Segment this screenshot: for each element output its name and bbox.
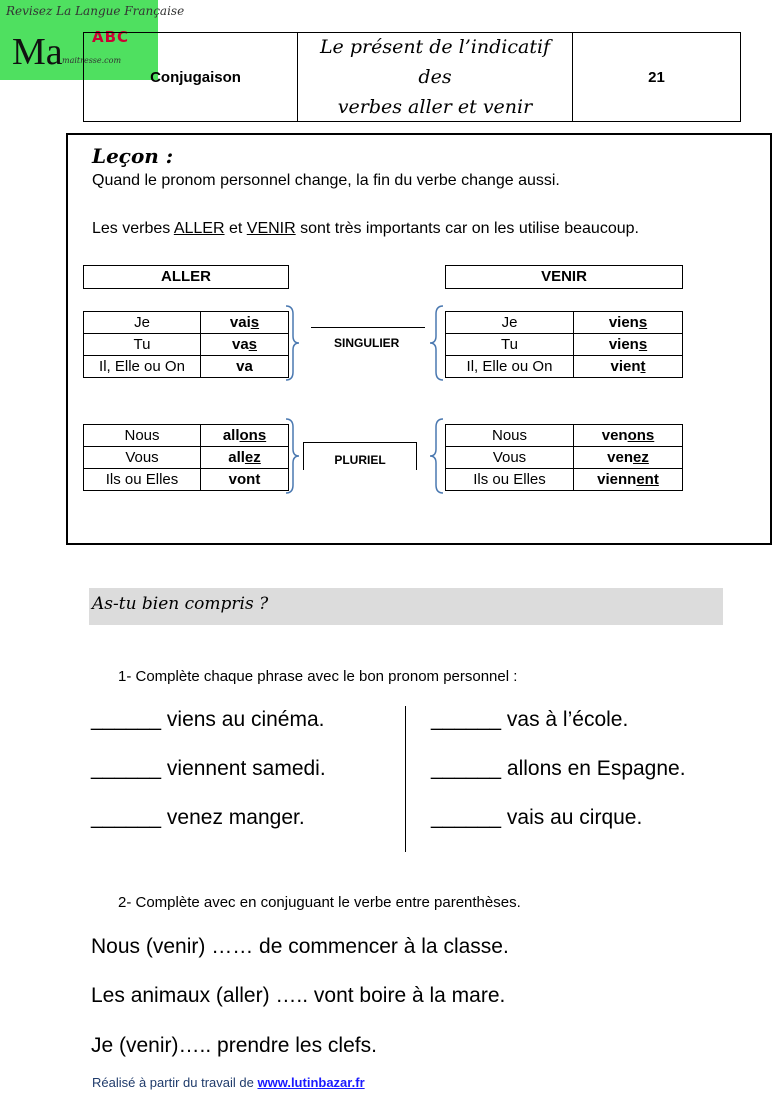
- aller-singulier-verb: [201, 356, 289, 378]
- logo-ma: Ma: [12, 31, 63, 73]
- ex1-left-2: ______ viennent samedi.: [91, 757, 326, 780]
- table-row: [446, 334, 683, 356]
- quiz-title: As-tu bien compris ?: [92, 594, 269, 614]
- verb-stem: vai: [229, 314, 251, 331]
- venir-pluriel-verb: [574, 469, 683, 491]
- verb-ending: ons: [239, 427, 267, 444]
- lesson-heading: Leçon :: [92, 144, 174, 168]
- singulier-line: [311, 327, 425, 328]
- verb-ending: s: [250, 314, 260, 331]
- venir-singulier-pronoun: Je: [446, 312, 574, 334]
- exercise1-instruction: 1- Complète chaque phrase avec le bon pronom personnel :: [118, 668, 518, 685]
- aller-singulier-verb: [201, 334, 289, 356]
- venir-singulier-pronoun: Il, Elle ou On: [446, 356, 574, 378]
- lesson-line1: Quand le pronom personnel change, la fin du verbe change aussi.: [92, 172, 560, 189]
- aller-singulier-pronoun: Il, Elle ou On: [84, 356, 201, 378]
- verb-stem: vont: [228, 471, 261, 488]
- header-table: [83, 32, 741, 122]
- ex2-sentence-2: Les animaux (aller) ….. vont boire à la mare.: [91, 984, 506, 1007]
- aller-pluriel-verb: [201, 447, 289, 469]
- venir-singulier-verb: [574, 312, 683, 334]
- venir-pluriel-verb: [574, 425, 683, 447]
- table-row: [446, 312, 683, 334]
- verb-stem: vien: [608, 314, 639, 331]
- ex2-sentence-1: Nous (venir) …… de commencer à la classe.: [91, 935, 509, 958]
- title-cell: [298, 33, 573, 121]
- brace-aller-singulier: [284, 304, 304, 382]
- verb-ending: s: [638, 314, 648, 331]
- aller-pluriel-verb: [201, 425, 289, 447]
- venir-title: VENIR: [445, 265, 683, 289]
- table-row: [84, 425, 289, 447]
- ex2-sentence-3: Je (venir)….. prendre les clefs.: [91, 1034, 377, 1057]
- table-row: [446, 425, 683, 447]
- venir-pluriel-table: [445, 424, 683, 491]
- table-row: [84, 356, 289, 378]
- aller-singulier-pronoun: Tu: [84, 334, 201, 356]
- verb-stem: ven: [601, 427, 628, 444]
- verb-stem: all: [222, 427, 240, 444]
- title-line2: verbes aller et venir: [337, 96, 533, 118]
- footer: [92, 1075, 365, 1090]
- ex1-left-1: ______ viens au cinéma.: [91, 708, 325, 731]
- verb-stem: vien: [608, 336, 639, 353]
- pluriel-box: [303, 442, 417, 470]
- ex1-right-2: ______ allons en Espagne.: [431, 757, 686, 780]
- venir-singulier-verb: [574, 356, 683, 378]
- subject-cell: Conjugaison: [84, 33, 298, 121]
- venir-pluriel-pronoun: Ils ou Elles: [446, 469, 574, 491]
- table-row: [84, 312, 289, 334]
- title-line1: Le présent de l’indicatif des: [319, 36, 551, 88]
- lesson-line2: [92, 220, 639, 238]
- line2-post: sont très importants car on les utilise beaucoup.: [295, 220, 639, 237]
- aller-singulier-pronoun: Je: [84, 312, 201, 334]
- table-row: [446, 447, 683, 469]
- table-row: [446, 356, 683, 378]
- logo-site: maitresse.com: [62, 56, 122, 65]
- line2-pre: Les verbes: [92, 220, 174, 237]
- verb-ending: s: [248, 336, 258, 353]
- line2-venir: VENIR: [246, 220, 296, 237]
- ex1-left-3: ______ venez manger.: [91, 806, 305, 829]
- aller-singulier-table: [83, 311, 289, 378]
- page-number: 21: [648, 68, 665, 86]
- venir-singulier-pronoun: Tu: [446, 334, 574, 356]
- logo-tagline: Revisez La Langue Française: [6, 4, 185, 18]
- logo-abc: ABC: [92, 28, 130, 46]
- brace-venir-pluriel: [425, 417, 445, 495]
- verb-stem: ven: [607, 449, 633, 466]
- aller-pluriel-verb: [201, 469, 289, 491]
- verb-ending: ez: [244, 449, 261, 466]
- singulier-label: SINGULIER: [334, 336, 400, 350]
- venir-pluriel-pronoun: Nous: [446, 425, 574, 447]
- verb-stem: vien: [610, 358, 641, 375]
- pluriel-label: PLURIEL: [334, 453, 386, 467]
- aller-pluriel-table: [83, 424, 289, 491]
- column-divider: [405, 706, 406, 852]
- table-row: [84, 334, 289, 356]
- aller-title: ALLER: [83, 265, 289, 289]
- line2-mid: et: [224, 220, 247, 237]
- verb-stem: va: [236, 358, 253, 375]
- venir-singulier-verb: [574, 334, 683, 356]
- line2-aller: ALLER: [173, 220, 225, 237]
- verb-stem: vienn: [597, 471, 637, 488]
- verb-ending: t: [640, 358, 646, 375]
- ex1-right-1: ______ vas à l’école.: [431, 708, 629, 731]
- venir-pluriel-verb: [574, 447, 683, 469]
- verb-ending: ent: [636, 471, 659, 488]
- aller-pluriel-pronoun: Nous: [84, 425, 201, 447]
- aller-pluriel-pronoun: Ils ou Elles: [84, 469, 201, 491]
- verb-ending: ons: [627, 427, 655, 444]
- footer-link[interactable]: www.lutinbazar.fr: [257, 1075, 365, 1090]
- brace-aller-pluriel: [284, 417, 304, 495]
- table-row: [84, 447, 289, 469]
- aller-singulier-verb: [201, 312, 289, 334]
- exercise2-instruction: 2- Complète avec en conjuguant le verbe entre parenthèses.: [118, 894, 521, 911]
- brace-venir-singulier: [425, 304, 445, 382]
- venir-pluriel-pronoun: Vous: [446, 447, 574, 469]
- verb-stem: all: [228, 449, 245, 466]
- verb-stem: va: [231, 336, 249, 353]
- table-row: [84, 469, 289, 491]
- venir-singulier-table: [445, 311, 683, 378]
- ex1-right-3: ______ vais au cirque.: [431, 806, 643, 829]
- aller-pluriel-pronoun: Vous: [84, 447, 201, 469]
- table-row: [446, 469, 683, 491]
- verb-ending: s: [638, 336, 648, 353]
- footer-text: Réalisé à partir du travail de: [92, 1075, 258, 1090]
- verb-ending: ez: [633, 449, 649, 466]
